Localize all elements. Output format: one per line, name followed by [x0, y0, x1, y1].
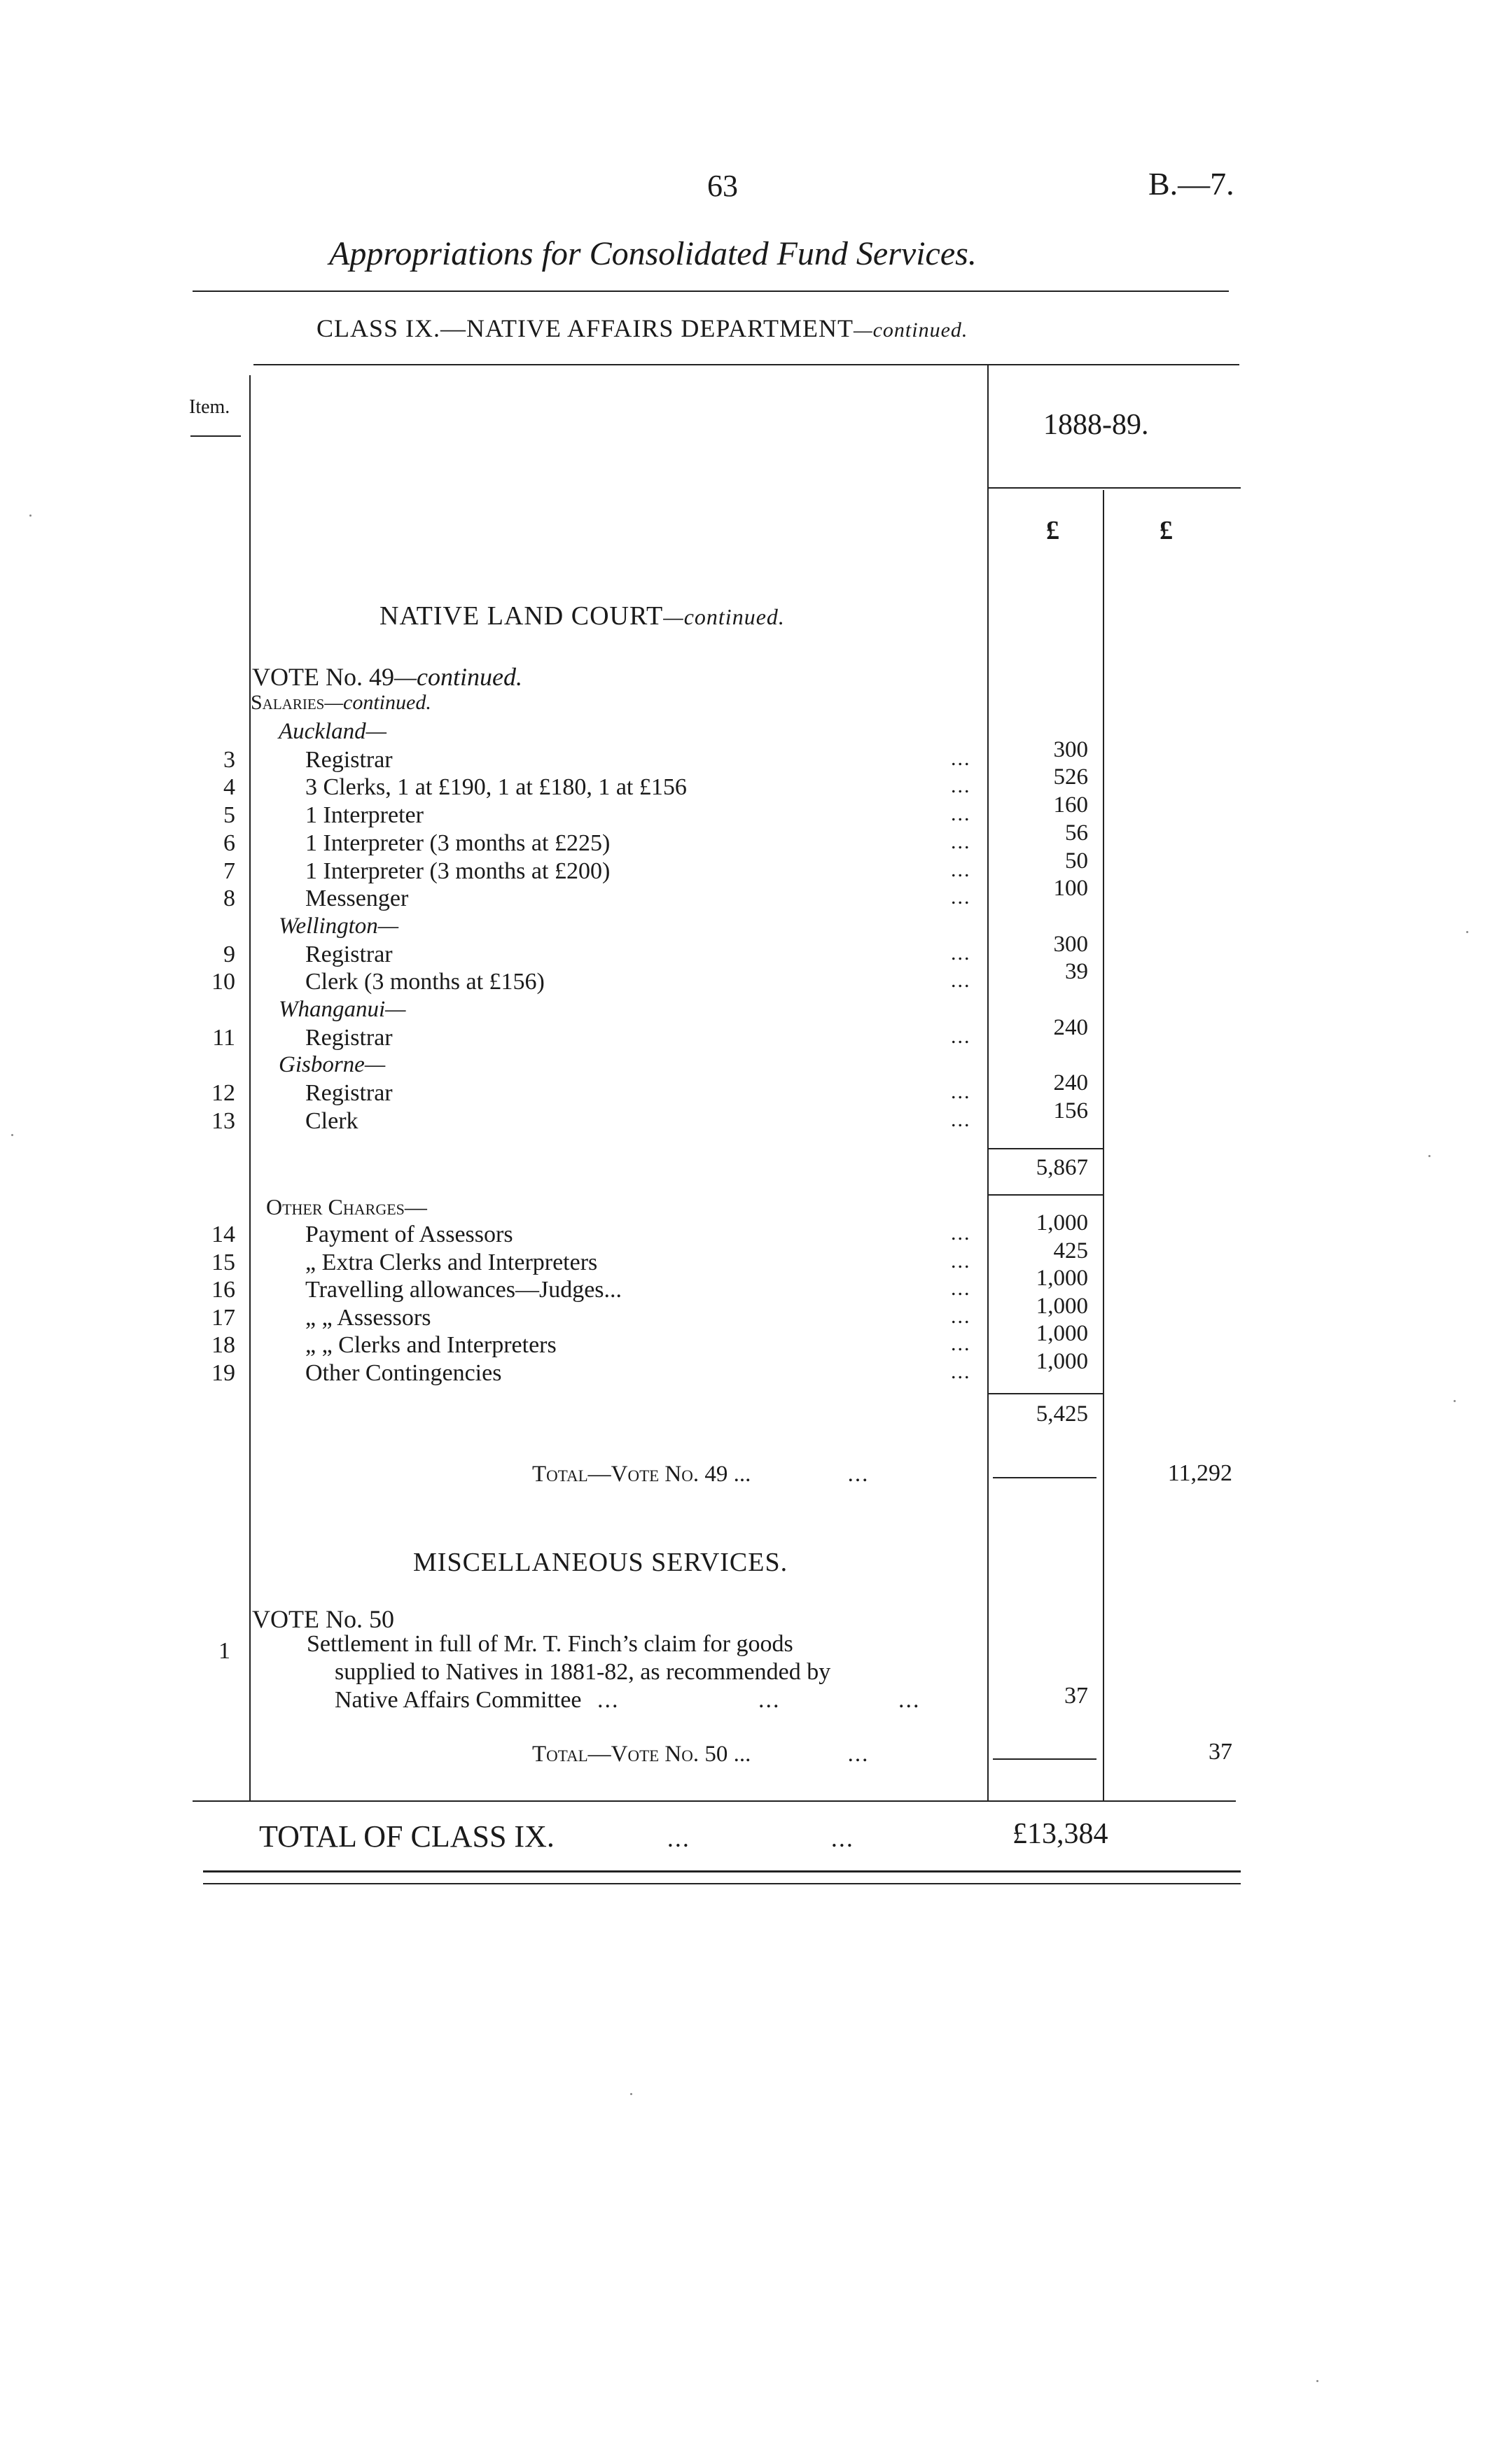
leader-dots: ...	[951, 1304, 971, 1328]
salaries-subtotal: 5,867	[1036, 1155, 1088, 1180]
charge-label: Other Contingencies	[305, 1359, 502, 1386]
leader-dots: ...	[951, 1222, 971, 1245]
class-heading-cont: —continued.	[853, 318, 968, 342]
scan-speck	[630, 2093, 632, 2095]
location-group-label: Gisborne—	[279, 1052, 386, 1078]
leader-dots: ...	[951, 1277, 971, 1300]
vote-49-total-text: Total—Vote No. 49 ...	[532, 1462, 751, 1487]
amount-column-rule-mid	[1103, 490, 1104, 1800]
line-item-label: Registrar	[305, 1024, 393, 1051]
item-number: 4	[223, 774, 235, 801]
scan-speck	[29, 514, 32, 517]
line-item-amount: 526	[1053, 764, 1088, 790]
item-number: 11	[212, 1024, 235, 1051]
vote-50-line-2: supplied to Natives in 1881-82, as recommended by	[335, 1659, 831, 1685]
charge-amount: 1,000	[1036, 1348, 1088, 1374]
location-group-label: Whanganui—	[279, 997, 406, 1022]
line-item-amount: 240	[1053, 1014, 1088, 1040]
line-item-amount: 300	[1053, 931, 1088, 957]
salaries-cont: —continued.	[324, 691, 431, 714]
line-item-label: 1 Interpreter	[305, 802, 424, 829]
vote-49-heading	[252, 662, 522, 692]
scan-speck	[11, 1134, 13, 1136]
line-item-label: Clerk	[305, 1107, 358, 1134]
leader-dots: ...	[951, 1332, 971, 1355]
item-column-header: Item.	[189, 396, 230, 418]
item-number: 7	[223, 858, 235, 884]
item-number: 6	[223, 830, 235, 856]
line-item-amount: 56	[1065, 820, 1088, 846]
vote-50-line-3-text: Native Affairs Committee	[335, 1687, 582, 1713]
class-heading	[316, 314, 968, 343]
leader-dots: ...	[951, 1249, 971, 1273]
currency-symbol-2: £	[1160, 516, 1173, 545]
scan-speck	[1454, 1400, 1456, 1402]
vote-49-total-rule	[993, 1477, 1096, 1478]
line-item-label: Messenger	[305, 886, 409, 912]
item-number: 18	[211, 1332, 235, 1358]
line-item-amount: 50	[1065, 848, 1088, 874]
item-number: 3	[223, 746, 235, 773]
item-header-rule	[190, 435, 241, 437]
grand-total-bottom-rule-2	[203, 1883, 1241, 1884]
other-charges-subtotal: 5,425	[1036, 1401, 1088, 1427]
salaries-subtotal-rule	[989, 1148, 1103, 1149]
leader-dots: ...	[951, 802, 971, 826]
leader-dots: ...	[951, 1107, 971, 1131]
leader-dots: ...	[951, 886, 971, 909]
charge-amount: 1,000	[1036, 1321, 1088, 1346]
line-item-label: 1 Interpreter (3 months at £225)	[305, 830, 611, 856]
table-top-rule	[253, 364, 1239, 365]
section-heading-miscellaneous: MISCELLANEOUS SERVICES.	[413, 1548, 788, 1577]
item-number: 5	[223, 802, 235, 829]
vote-50-total-amount: 37	[1209, 1739, 1232, 1765]
item-number: 19	[211, 1359, 235, 1386]
item-number: 14	[211, 1222, 235, 1247]
salaries-subtotal-rule-bottom	[989, 1194, 1103, 1196]
currency-symbol-1: £	[1046, 516, 1059, 545]
section-heading-native-land-court	[380, 601, 785, 631]
leader-dots: ...	[951, 941, 971, 965]
leader-dots: ...	[951, 746, 971, 770]
charge-label: „ Extra Clerks and Interpreters	[305, 1249, 598, 1275]
page-title: Appropriations for Consolidated Fund Services.	[329, 235, 977, 272]
grand-total-bottom-rule	[203, 1870, 1241, 1872]
line-item-amount: 100	[1053, 876, 1088, 902]
other-subtotal-rule	[989, 1393, 1103, 1394]
line-item-amount: 240	[1053, 1070, 1088, 1096]
vote-50-line-3: Native Affairs Committee ... ... ...	[335, 1687, 921, 1713]
item-number: 16	[211, 1277, 235, 1303]
vote-50-item-number: 1	[218, 1638, 230, 1664]
vote-50-line-1: Settlement in full of Mr. T. Finch’s claim for goods	[307, 1631, 793, 1657]
item-number: 8	[223, 886, 235, 912]
vote-50-amount: 37	[1064, 1683, 1088, 1709]
line-item-label: Registrar	[305, 746, 393, 773]
section-heading-cont: —continued.	[663, 604, 785, 629]
charge-amount: 1,000	[1036, 1293, 1088, 1319]
vote-50-total-text: Total—Vote No. 50 ...	[532, 1742, 751, 1767]
vote-49-cont: —continued.	[394, 663, 522, 691]
class-heading-text: CLASS IX.—NATIVE AFFAIRS DEPARTMENT	[316, 314, 854, 342]
scan-speck	[1466, 931, 1468, 933]
salaries-heading	[251, 691, 431, 715]
location-group-label: Wellington—	[279, 913, 399, 939]
line-item-label: 1 Interpreter (3 months at £200)	[305, 858, 611, 884]
grand-total-text: TOTAL OF CLASS IX.	[259, 1819, 555, 1854]
vote-49-label: VOTE No. 49	[252, 663, 394, 691]
vote-50-total-label: Total—Vote No. 50 ... ...	[532, 1742, 870, 1767]
charge-amount: 1,000	[1036, 1266, 1088, 1291]
section-heading-text: NATIVE LAND COURT	[380, 601, 664, 631]
line-item-label: Registrar	[305, 1080, 393, 1107]
leader-dots: ...	[951, 969, 971, 993]
vote-49-total-amount: 11,292	[1167, 1460, 1232, 1486]
leader-dots: ...	[951, 830, 971, 853]
charge-label: Payment of Assessors	[305, 1222, 513, 1247]
line-item-amount: 156	[1053, 1098, 1088, 1124]
leader-dots: ...	[951, 858, 971, 881]
document-reference: B.—7.	[1148, 166, 1234, 202]
leader-dots: ...	[951, 1359, 971, 1383]
item-number: 17	[211, 1304, 235, 1331]
vote-50-total-rule	[993, 1758, 1096, 1760]
grand-total-label: TOTAL OF CLASS IX. ... ...	[259, 1819, 854, 1854]
line-item-amount: 39	[1065, 959, 1088, 985]
charge-amount: 1,000	[1036, 1210, 1088, 1236]
grand-total-amount: £13,384	[1012, 1818, 1108, 1850]
charge-label: Travelling allowances—Judges...	[305, 1277, 622, 1303]
location-group-label: Auckland—	[279, 719, 387, 744]
vote-50-heading: VOTE No. 50	[252, 1605, 394, 1633]
charge-label: „ „ Assessors	[305, 1304, 431, 1331]
leader-dots: ...	[951, 774, 971, 798]
line-item-label: Clerk (3 months at £156)	[305, 969, 545, 995]
leader-dots: ...	[951, 1024, 971, 1048]
vote-49-total-label: Total—Vote No. 49 ... ...	[532, 1462, 870, 1487]
page-number: 63	[707, 169, 738, 203]
leader-dots: ...	[951, 1080, 971, 1104]
other-charges-heading: Other Charges—	[266, 1194, 427, 1219]
scan-speck	[1316, 2380, 1318, 2382]
scan-speck	[1428, 1155, 1430, 1157]
year-header-rule	[989, 487, 1241, 489]
item-number: 15	[211, 1249, 235, 1275]
item-column-rule	[249, 375, 251, 1800]
line-item-label: Registrar	[305, 941, 393, 967]
charge-label: „ „ Clerks and Interpreters	[305, 1332, 557, 1358]
year-column-header: 1888-89.	[1043, 409, 1149, 441]
grand-total-top-rule	[193, 1800, 1236, 1802]
item-number: 13	[211, 1107, 235, 1134]
salaries-label: Salaries	[251, 691, 325, 714]
item-number: 9	[223, 941, 235, 967]
charge-amount: 425	[1053, 1238, 1088, 1264]
item-number: 10	[211, 969, 235, 995]
line-item-amount: 160	[1053, 792, 1088, 818]
item-number: 12	[211, 1080, 235, 1107]
line-item-label: 3 Clerks, 1 at £190, 1 at £180, 1 at £156	[305, 774, 687, 801]
line-item-amount: 300	[1053, 736, 1088, 762]
header-rule	[193, 290, 1229, 292]
